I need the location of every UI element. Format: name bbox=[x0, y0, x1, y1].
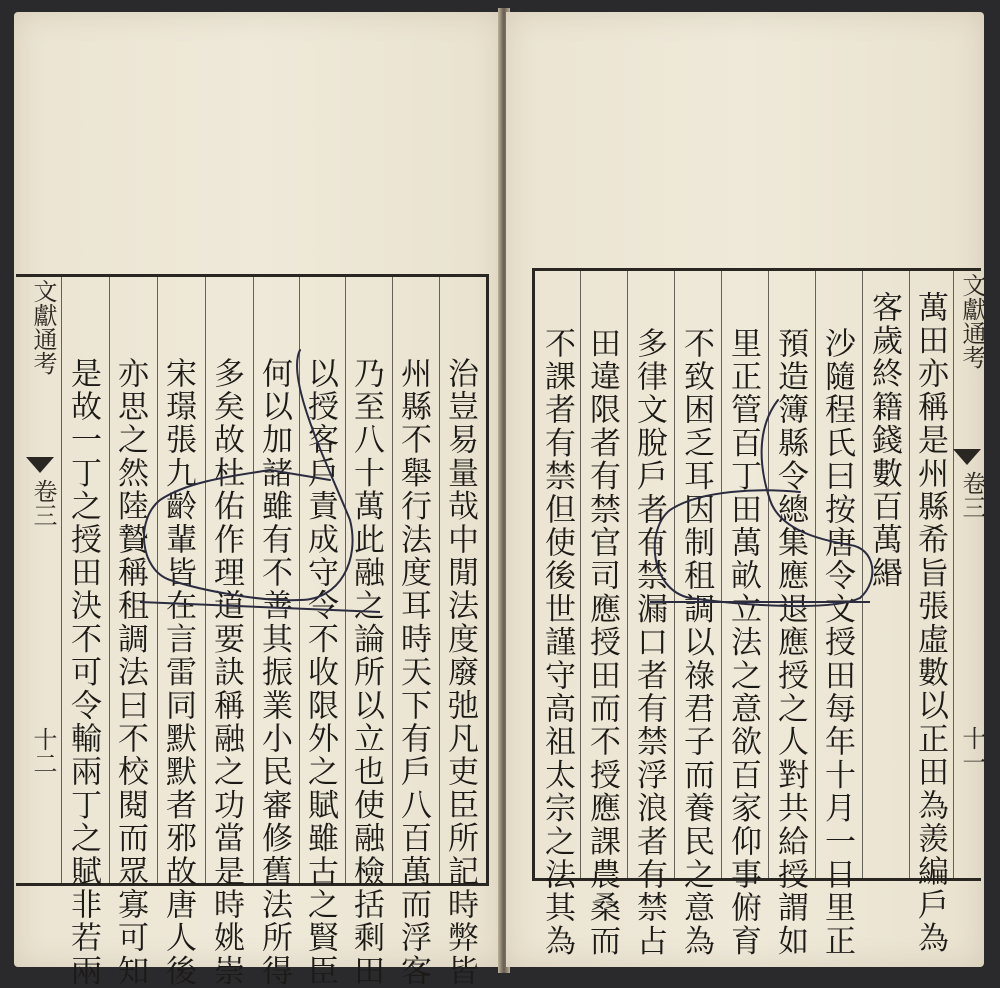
left-banner-juan: 卷三 bbox=[29, 479, 57, 527]
left-banner-title: 文獻通考 bbox=[29, 279, 57, 375]
text-column: 預造簿縣令總集應退應授之人對共給授謂如 bbox=[772, 327, 808, 958]
text-column: 客歲終籍錢數百萬緡 bbox=[866, 291, 902, 590]
column-rule bbox=[61, 277, 62, 883]
text-column: 亦思之然陸贄稱租調法曰不校閱而眾寡可知 bbox=[112, 357, 148, 988]
column-rule bbox=[253, 277, 254, 883]
column-rule bbox=[953, 271, 954, 878]
left-page bbox=[14, 12, 502, 988]
right-banner-folio: 十一 bbox=[958, 726, 986, 774]
column-rule bbox=[109, 277, 110, 883]
right-page bbox=[506, 12, 984, 967]
left-banner-folio: 十二 bbox=[29, 727, 57, 775]
text-column: 不課者有禁但使後世謹守高祖太宗之法其為 bbox=[539, 327, 575, 958]
fish-tail-mark bbox=[953, 449, 981, 465]
column-rule bbox=[721, 271, 722, 878]
right-banner-title: 文獻通考 bbox=[958, 273, 986, 369]
text-column: 州縣不舉行法度耳時天下有戶八百萬而浮客 bbox=[395, 357, 431, 988]
text-column: 以授客戶責成守令不收限外之賦雖古之賢臣 bbox=[302, 357, 338, 988]
column-rule bbox=[205, 277, 206, 883]
text-column: 沙隨程氏曰按唐令文授田每年十月一日里正 bbox=[819, 327, 855, 958]
text-column: 是故一丁之授田決不可令輸兩丁之賦非若兩 bbox=[65, 357, 101, 988]
column-rule bbox=[768, 271, 769, 878]
text-column: 何以加諸雖有不善其振業小民審修舊法所得 bbox=[256, 357, 292, 988]
column-rule bbox=[392, 277, 393, 883]
text-column: 里正管百丁田萬畝立法之意欲百家仰事俯育 bbox=[725, 327, 761, 958]
text-column: 治豈易量哉中閒法度廢弛凡吏臣所記時弊皆 bbox=[442, 357, 478, 988]
left-text-frame bbox=[16, 274, 489, 988]
right-banner-juan: 卷三 bbox=[958, 471, 986, 519]
text-column: 田違限者有禁官司應授田而不授應課農桑而 bbox=[584, 327, 620, 958]
column-rule bbox=[862, 271, 863, 878]
text-column: 多律文脫戶者有禁漏口者有禁浮浪者有禁占 bbox=[631, 327, 667, 958]
column-rule bbox=[439, 277, 440, 883]
column-rule bbox=[909, 271, 910, 878]
text-column: 多矣故杜佑作理道要訣稱融之功當是時姚崇 bbox=[208, 357, 244, 988]
column-rule bbox=[157, 277, 158, 883]
text-column: 不致困乏耳因制租調以祿君子而養民之意為 bbox=[678, 327, 714, 958]
column-rule bbox=[345, 277, 346, 883]
column-rule bbox=[580, 271, 581, 878]
column-rule bbox=[299, 277, 300, 883]
column-rule bbox=[815, 271, 816, 878]
right-text-frame bbox=[532, 268, 986, 958]
text-column: 宋璟張九齡輩皆在言雷同默默者邪故唐人後 bbox=[160, 357, 196, 988]
text-column: 乃至八十萬此融之論所以立也使融檢括剩田 bbox=[348, 357, 384, 988]
text-column: 萬田亦稱是州縣希旨張虛數以正田為羨編戶為 bbox=[912, 291, 948, 955]
fish-tail-mark bbox=[26, 457, 54, 473]
column-rule bbox=[674, 271, 675, 878]
column-rule bbox=[627, 271, 628, 878]
